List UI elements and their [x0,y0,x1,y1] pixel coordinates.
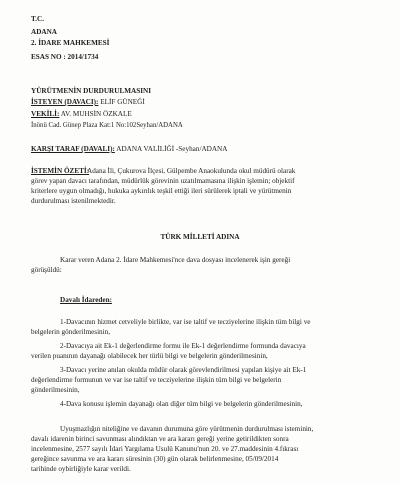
item-1-line-2: belgelerin gönderilmesinin, [31,328,111,336]
closing-line-3: incelenmesine, 2577 sayılı İdari Yargılama Usulü Kanunu'nun 20. ve 27.maddesinin 4.fıkrası [31,445,299,453]
summary-line-3: kriterlere uygun olmadığı, hukuka aykırılık teşkil ettiği ileri sürülerek iptali ve yürütmenin [31,187,292,195]
item-1-line-1: 1-Davacının hizmet cetveliyle birlikte, var ise taltif ve tecziyelerine ilişkin tüm bilgi ve [60,318,311,326]
header-court: 2. İDARE MAHKEMESİ [31,39,110,47]
summary-line-1: Adana İli, Çukurova İlçesi, Gülpembe Anaokulunda okul müdürü olarak [87,167,296,175]
item-4-line-1: 4-Dava konusu işlemin dayanağı olan diğer tüm bilgi ve belgelerin gönderilmesinin, [60,400,303,408]
plaintiff-value: ELİF GÜNEĞİ [100,98,145,106]
request-title: YÜRÜTMENİN DURDURULMASINI [31,87,151,95]
item-3-line-3: gönderilmesinin, [31,386,80,394]
intro-line-1: Karar veren Adana 2. İdare Mahkemesi'nce dava dosyası incelenerek işin gereği [60,256,291,264]
defendant-value: ADANA VALİLİĞİ -Seyhan/ADANA [116,145,228,153]
defendant-admin-heading: Davalı İdareden: [60,296,112,304]
closing-line-1: Uyuşmazlığın niteliğine ve davanın durumuna göre yürütmenin durdurulması isteminin, [60,425,314,433]
item-2-line-2: verilen puanının dayanağı olabilecek her türlü bilgi ve belgelerin gönderilmesinin, [31,352,268,360]
defendant-row [31,145,227,154]
case-number-value: : 2014/1734 [63,53,99,61]
closing-line-2: davalı idarenin birinci savunması alındıktan ve ara kararı gereği yerine getirildikten sonra [31,435,289,443]
defendant-label: KARŞI TARAF (DAVALI): [31,145,115,153]
closing-line-4: gereğince savunma ve ara kararı süresinin (30) gün olarak belirlenmesine, 05/09/2014 [31,455,279,463]
summary-label: İSTEMİN ÖZETİ: [31,167,90,175]
case-number-label: ESAS NO [31,53,62,61]
summary-line-4: durdurulması istenilmektedir. [31,197,116,205]
closing-line-5: tarihinde oybirliğiyle karar verildi. [31,465,131,473]
case-number [31,53,98,62]
attorney-address: İnönü Cad. Günep Plaza Kat:1 No:102Seyhan/ADANA [31,122,183,129]
nation-heading: TÜRK MİLLETİ ADINA [160,233,240,241]
item-2-line-1: 2-Davacıya ait Ek-1 değerlendirme formu ile Ek-1 değerlendirme formunda davacıya [60,342,306,350]
plaintiff-label: İSTEYEN (DAVACI): [31,98,99,106]
attorney-row [31,110,132,119]
attorney-label: VEKİLİ: [31,110,60,118]
intro-line-2: görüşüldü: [31,266,62,274]
header-country: T.C. [31,15,45,23]
plaintiff-row [31,98,145,107]
summary-line-2: görev yapan davacı tarafından, müdürlük görevinin uzatılmamasına ilişkin işlemin; objektif [31,177,295,185]
item-3-line-2: değerlendirme formunun ve var ise taltif ve tecziyelerine ilişkin tüm bilgi ve belgelerin [31,376,282,384]
item-3-line-1: 3-Davacı yerine anılan okulda müdür olarak görevlendirilmesi yapılan kişiye ait Ek-1 [60,366,307,374]
header-city: ADANA [31,28,57,36]
attorney-value: AV. MUHSİN ÖZKALE [60,110,132,118]
